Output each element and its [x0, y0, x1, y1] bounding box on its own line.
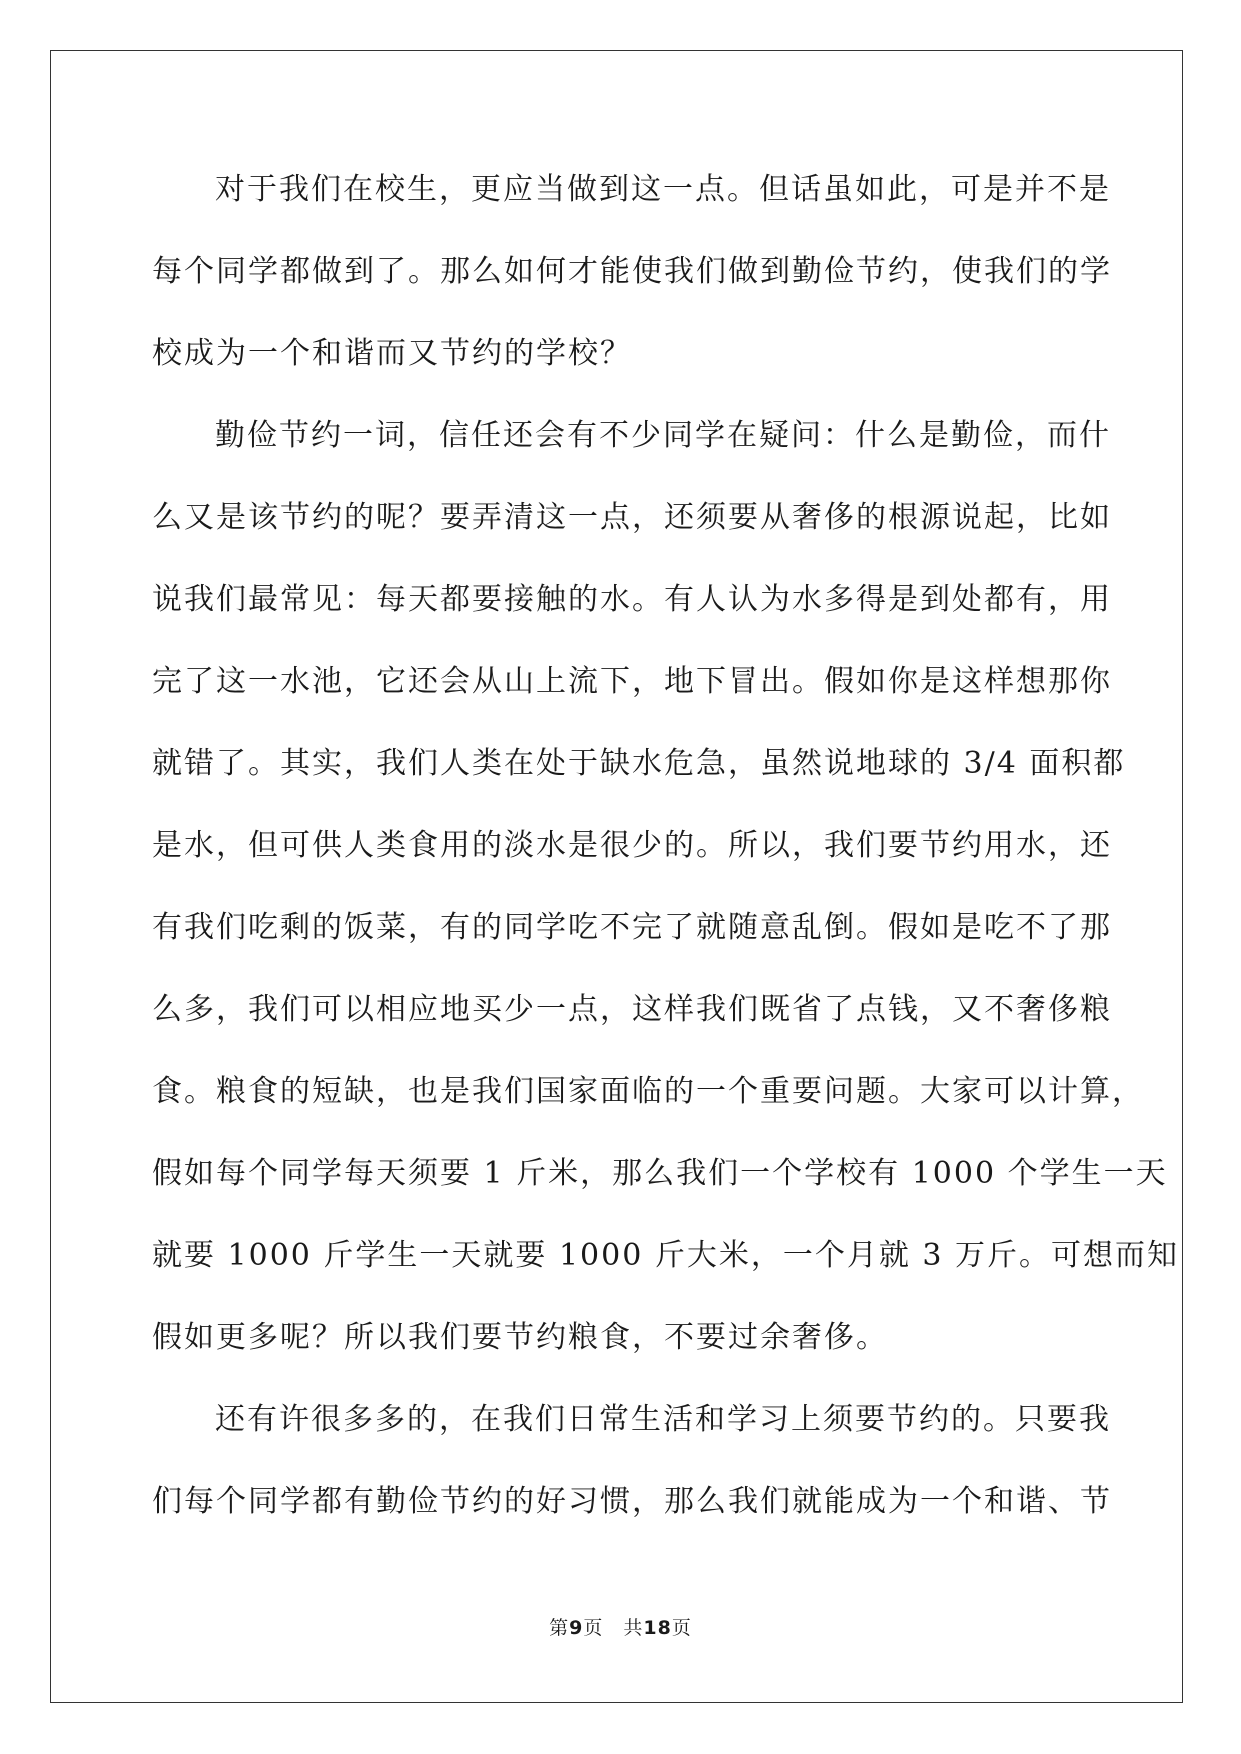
document-body: [152, 160, 1179, 1554]
paragraph-2-line-8: 么多，我们可以相应地买少一点，这样我们既省了点钱，又不奢侈粮: [152, 992, 1112, 1027]
paragraph-2-line-3: 说我们最常见：每天都要接触的水。有人认为水多得是到处都有，用: [152, 582, 1112, 617]
paragraph-1-line-2: 每个同学都做到了。那么如何才能使我们做到勤俭节约，使我们的学: [152, 254, 1112, 289]
paragraph-1-line-3: 校成为一个和谐而又节约的学校？: [152, 336, 632, 371]
paragraph-2-line-7: 有我们吃剩的饭菜，有的同学吃不完了就随意乱倒。假如是吃不了那: [152, 910, 1112, 945]
paragraph-2-line-4: 完了这一水池，它还会从山上流下，地下冒出。假如你是这样想那你: [152, 664, 1112, 699]
paragraph-2-line-1: 勤俭节约一词，信任还会有不少同学在疑问：什么是勤俭，而什: [215, 418, 1111, 453]
paragraph-2-line-12: 假如更多呢？所以我们要节约粮食，不要过余奢侈。: [152, 1320, 888, 1355]
paragraph-2-line-5: 就错了。其实，我们人类在处于缺水危急，虽然说地球的 3/4 面积都: [152, 746, 1126, 781]
total-prefix: 共: [623, 1617, 644, 1639]
paragraph-2-line-10: 假如每个同学每天须要 1 斤米，那么我们一个学校有 1000 个学生一天: [152, 1156, 1168, 1191]
page-prefix: 第: [549, 1617, 570, 1639]
total-pages: 18: [643, 1617, 672, 1639]
page-suffix: 页: [583, 1617, 604, 1639]
page-number: 9: [569, 1617, 584, 1639]
paragraph-2-line-2: 么又是该节约的呢？要弄清这一点，还须要从奢侈的根源说起，比如: [152, 500, 1112, 535]
total-suffix: 页: [671, 1617, 692, 1639]
paragraph-2-line-6: 是水，但可供人类食用的淡水是很少的。所以，我们要节约用水，还: [152, 828, 1112, 863]
paragraph-3-line-2: 们每个同学都有勤俭节约的好习惯，那么我们就能成为一个和谐、节: [152, 1484, 1112, 1519]
paragraph-2-line-9: 食。粮食的短缺，也是我们国家面临的一个重要问题。大家可以计算，: [152, 1074, 1144, 1109]
paragraph-3-line-1: 还有许很多多的，在我们日常生活和学习上须要节约的。只要我: [215, 1402, 1111, 1437]
page-footer: [0, 1613, 1241, 1640]
paragraph-2-line-11: 就要 1000 斤学生一天就要 1000 斤大米，一个月就 3 万斤。可想而知: [152, 1238, 1179, 1273]
paragraph-1-line-1: 对于我们在校生，更应当做到这一点。但话虽如此，可是并不是: [215, 172, 1111, 207]
